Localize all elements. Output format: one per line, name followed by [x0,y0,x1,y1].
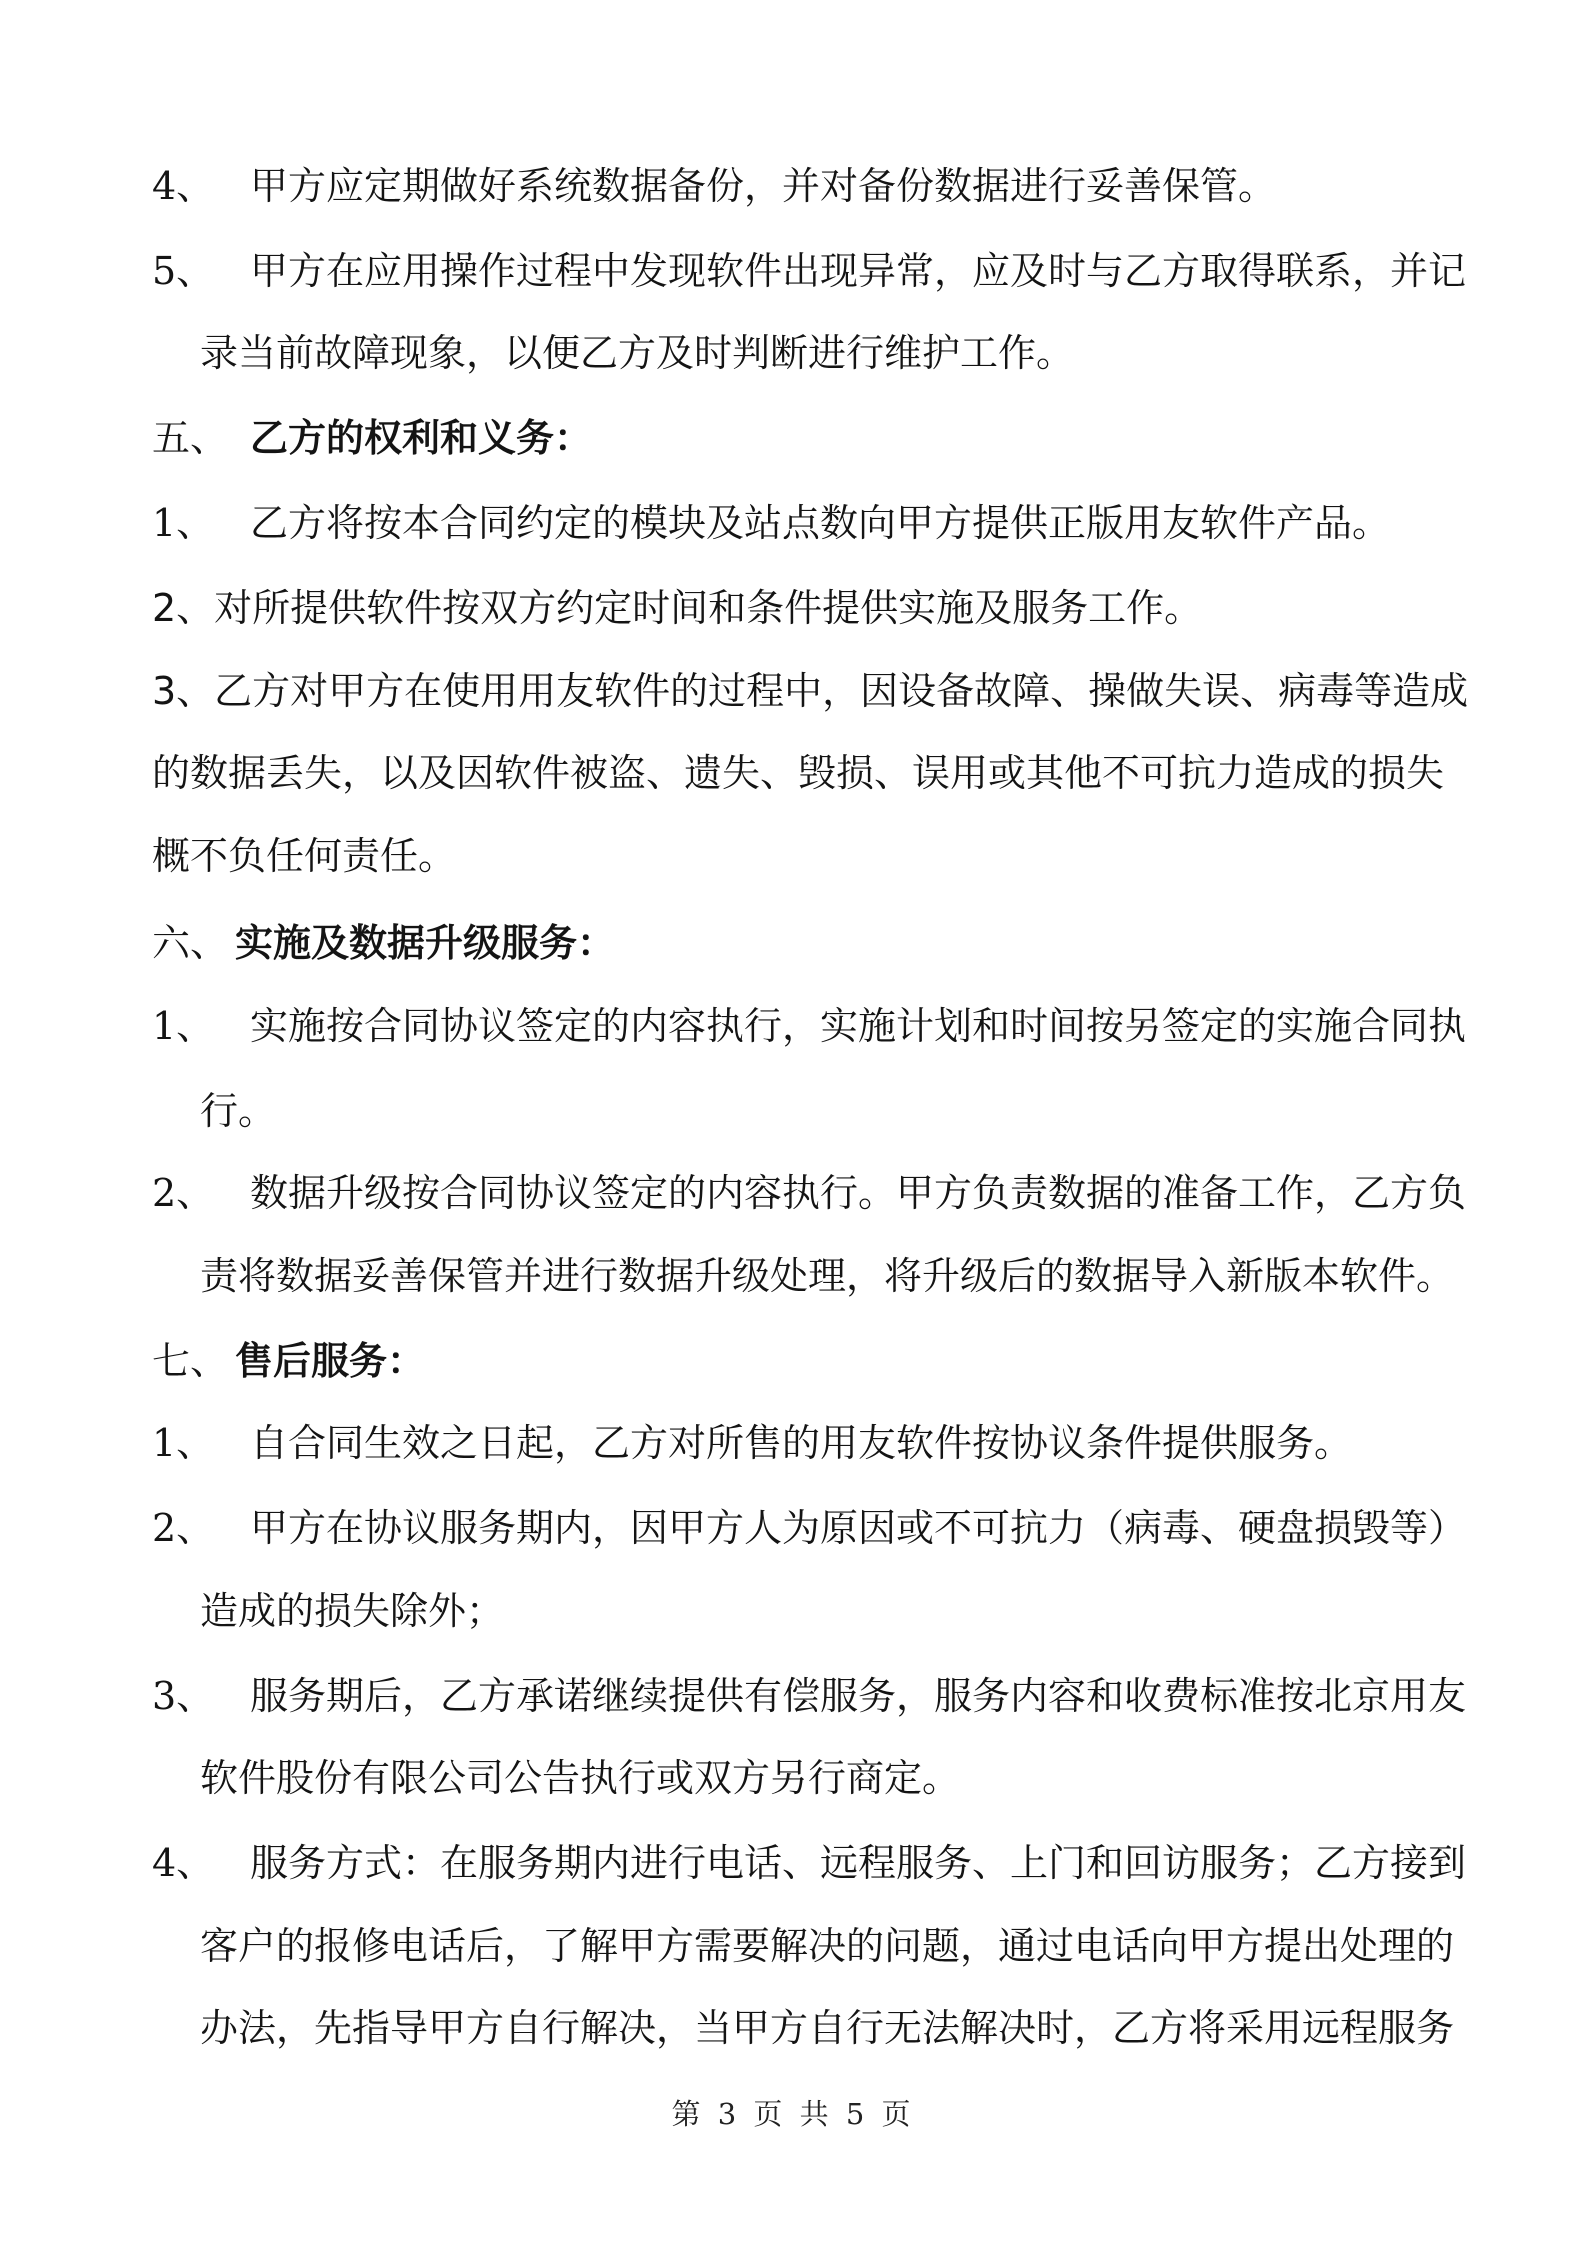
clause-number: 3、 [152,1674,215,1718]
clause-text: 软件股份有限公司公告执行或双方另行商定。 [200,1756,961,1800]
clause-text: 概不负任何责任。 [152,834,457,878]
page-footer: 第 3 页 共 5 页 [671,2097,915,2131]
clause-number: 1、 [152,1421,215,1465]
clause-text: 甲方在协议服务期内，因甲方人为原因或不可抗力（病毒、硬盘损毁等） [250,1506,1467,1550]
clause-number: 4、 [152,164,215,208]
clause-text: 服务方式：在服务期内进行电话、远程服务、上门和回访服务；乙方接到 [250,1841,1467,1885]
clause-number: 1、 [152,1004,215,1048]
clause-text: 实施按合同协议签定的内容执行，实施计划和时间按另签定的实施合同执 [250,1004,1467,1048]
clause-text: 数据升级按合同协议签定的内容执行。甲方负责数据的准备工作，乙方负 [250,1171,1467,1215]
clause-text: 自合同生效之日起，乙方对所售的用友软件按协议条件提供服务。 [250,1421,1353,1465]
clause-text: 3、乙方对甲方在使用用友软件的过程中，因设备故障、操做失误、病毒等造成 [152,669,1469,713]
clause-text: 的数据丢失，以及因软件被盗、遗失、毁损、误用或其他不可抗力造成的损失 [152,751,1445,795]
clause-text: 客户的报修电话后，了解甲方需要解决的问题，通过电话向甲方提出处理的 [200,1924,1455,1968]
clause-text: 造成的损失除外； [200,1589,505,1633]
clause-text: 乙方将按本合同约定的模块及站点数向甲方提供正版用友软件产品。 [250,501,1391,545]
clause-text: 甲方应定期做好系统数据备份，并对备份数据进行妥善保管。 [250,164,1277,208]
clause-text: 录当前故障现象，以便乙方及时判断进行维护工作。 [200,331,1075,375]
clause-text: 办法，先指导甲方自行解决，当甲方自行无法解决时，乙方将采用远程服务 [200,2006,1455,2050]
clause-text: 甲方在应用操作过程中发现软件出现异常，应及时与乙方取得联系，并记 [250,249,1467,293]
clause-number: 2、 [152,1506,215,1550]
clause-number: 4、 [152,1841,215,1885]
clause-text: 行。 [200,1089,277,1133]
clause-text: 服务期后，乙方承诺继续提供有偿服务，服务内容和收费标准按北京用友 [250,1674,1467,1718]
section-number: 六、 [152,921,229,965]
section-number: 七、 [152,1339,229,1383]
clause-text: 责将数据妥善保管并进行数据升级处理，将升级后的数据导入新版本软件。 [200,1254,1455,1298]
clause-text: 2、对所提供软件按双方约定时间和条件提供实施及服务工作。 [152,586,1203,630]
clause-number: 1、 [152,501,215,545]
clause-number: 2、 [152,1171,215,1215]
section-title: 售后服务： [235,1339,426,1383]
section-title: 实施及数据升级服务： [235,921,616,965]
section-number: 五、 [152,416,229,460]
clause-number: 5、 [152,249,215,293]
section-title: 乙方的权利和义务： [250,416,593,460]
